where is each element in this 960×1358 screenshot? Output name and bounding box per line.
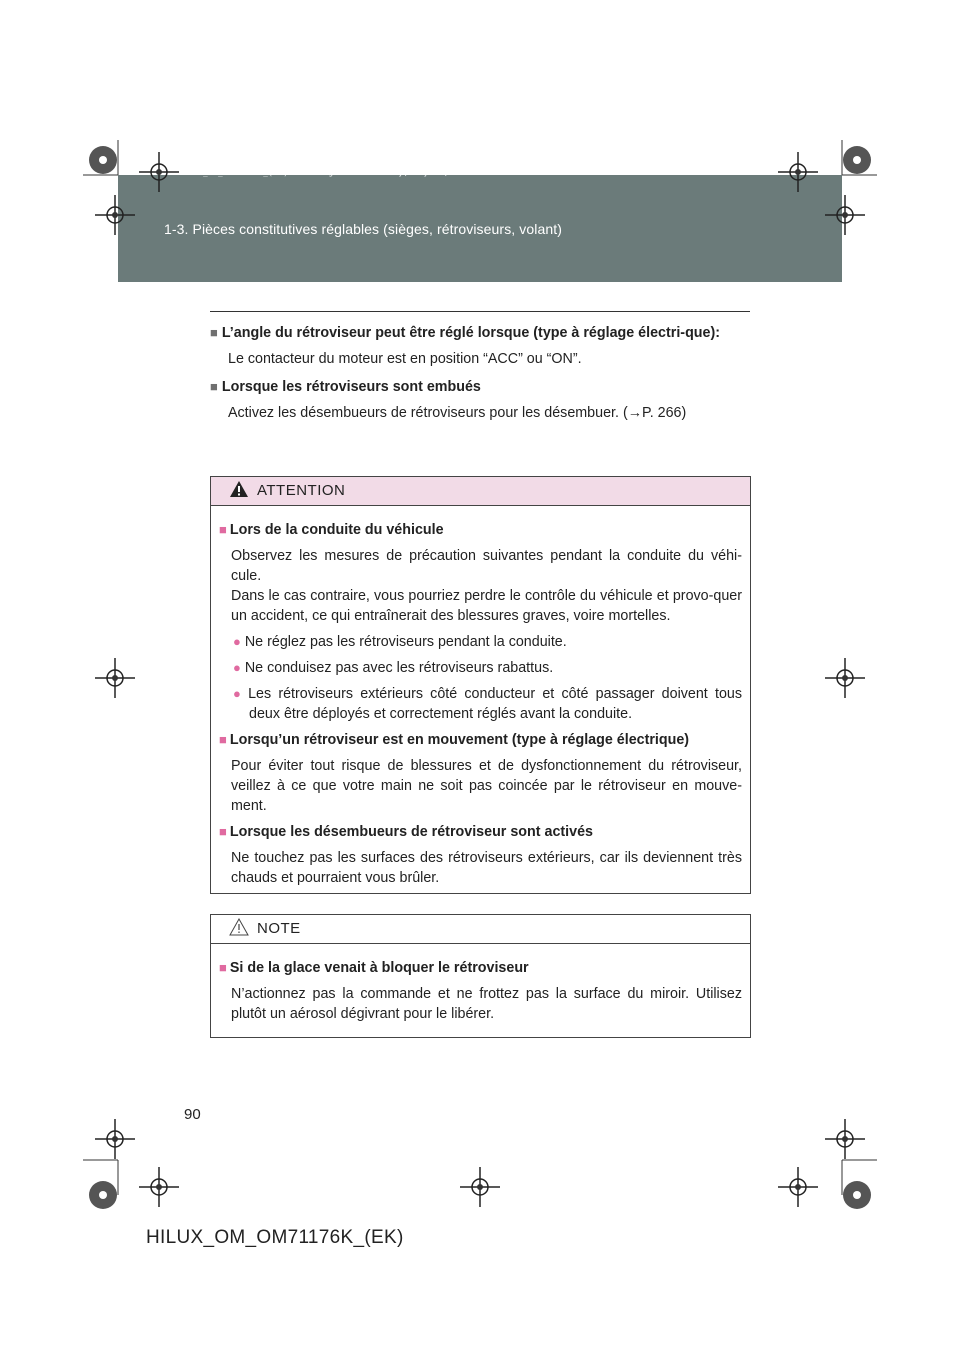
print-mark: HILUX_OM_OM71176K_(EK).book Page 90 Wednesday, May 16, 2012 2:32 PM <box>178 168 515 177</box>
attention-heading-3: ■ Lorsque les désembueurs de rétroviseur sont activés <box>219 824 593 840</box>
dot-bullet-icon: ● <box>233 660 241 675</box>
info-text-2: Activez les désembueurs de rétroviseurs pour les désembuer. (→P. 266) <box>228 405 687 421</box>
attention-heading-2: ■ Lorsqu’un rétroviseur est en mouvement (type à réglage électrique) <box>219 732 690 748</box>
doc-code: HILUX_OM_OM71176K_(EK) <box>146 1227 404 1248</box>
attention-bullet: ● Ne réglez pas les rétroviseurs pendant la conduite. <box>233 634 567 650</box>
attention-text-3: Ne touchez pas les surfaces des rétroviseurs extérieurs, car ils deviennent très chauds et pourraient vous brûler. <box>231 850 742 886</box>
square-bullet-icon: ■ <box>219 522 227 537</box>
attention-text-1: Observez les mesures de précaution suivantes pendant la conduite du véhi-cule. Dans le cas contraire, vous pourriez perdre le contrôle du véhicule et provo-quer un accident, ce qui entraînerait des blessures graves, voire mortelles. <box>231 548 742 624</box>
square-bullet-icon: ■ <box>219 960 227 975</box>
note-label: NOTE <box>257 920 301 937</box>
dot-bullet-icon: ● <box>233 634 241 649</box>
square-bullet-icon: ■ <box>210 325 218 340</box>
square-bullet-icon: ■ <box>219 732 227 747</box>
square-bullet-icon: ■ <box>210 379 218 394</box>
attention-heading-1: ■ Lors de la conduite du véhicule <box>219 522 444 538</box>
info-heading-1: ■ L’angle du rétroviseur peut être réglé lorsque (type à réglage électri-que): <box>210 325 721 341</box>
info-text-1: Le contacteur du moteur est en position “ACC” ou “ON”. <box>228 351 582 367</box>
attention-bullet: ● Les rétroviseurs extérieurs côté conducteur et côté passager doivent tous deux être déployés et correctement réglés avant la conduite. <box>233 686 742 722</box>
note-text: N’actionnez pas la commande et ne frottez pas la surface du miroir. Utilisez plutôt un aérosol dégivrant pour le libérer. <box>231 986 742 1022</box>
note-heading: ■ Si de la glace venait à bloquer le rétroviseur <box>219 960 529 976</box>
dot-bullet-icon: ● <box>233 686 245 701</box>
page-number: 90 <box>184 1106 201 1123</box>
attention-bullet: ● Ne conduisez pas avec les rétroviseurs rabattus. <box>233 660 554 676</box>
square-bullet-icon: ■ <box>219 824 227 839</box>
section-title: 1-3. Pièces constitutives réglables (sièges, rétroviseurs, volant) <box>164 221 562 237</box>
info-heading-2: ■ Lorsque les rétroviseurs sont embués <box>210 379 481 395</box>
attention-text-2: Pour éviter tout risque de blessures et de dysfonctionnement du rétroviseur, veillez à ce que votre main ne soit pas coincée par le rétroviseur en mouve-ment. <box>231 758 742 814</box>
attention-label: ATTENTION <box>257 482 346 499</box>
